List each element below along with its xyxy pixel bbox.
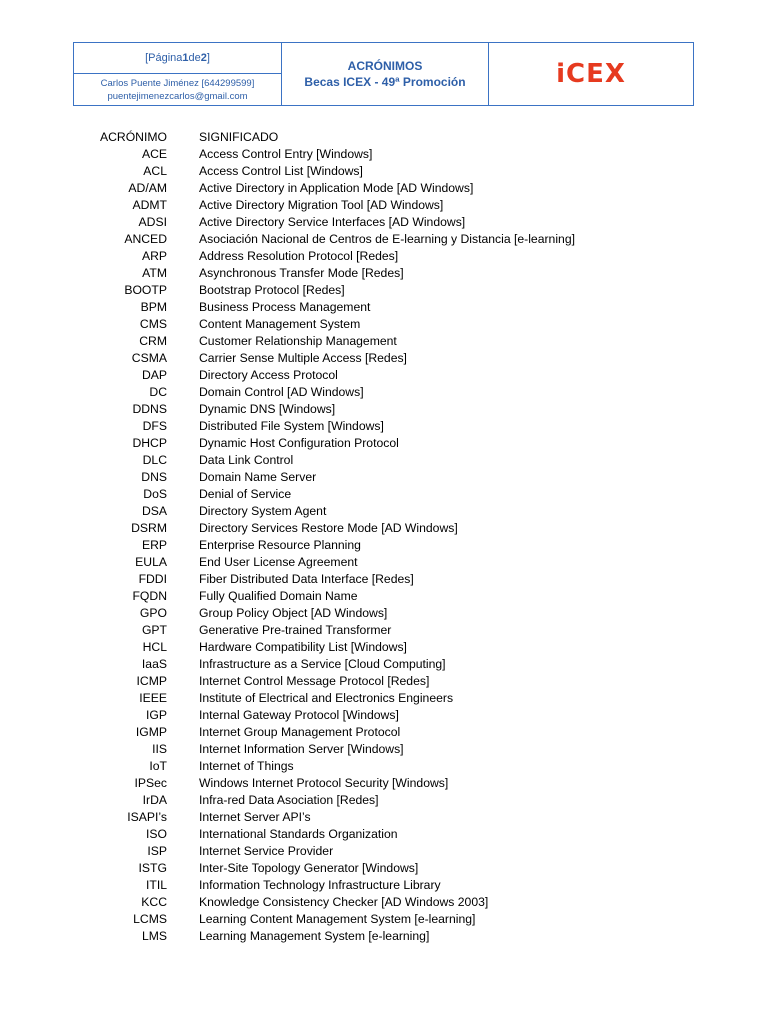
table-row <box>90 639 690 656</box>
column-header-acronym: ACRÓNIMO <box>99 130 167 144</box>
acronym-cell: IEEE <box>139 691 167 705</box>
meaning-cell: Bootstrap Protocol [Redes] <box>199 283 345 297</box>
acronym-cell: KCC <box>141 895 167 909</box>
table-row <box>90 673 690 690</box>
meaning-cell: Hardware Compatibility List [Windows] <box>199 640 407 654</box>
page-of: de <box>188 52 201 64</box>
acronym-cell: ACL <box>143 164 167 178</box>
table-row <box>90 316 690 333</box>
table-row <box>90 707 690 724</box>
meaning-cell: Dynamic Host Configuration Protocol <box>199 436 399 450</box>
meaning-cell: Active Directory Migration Tool [AD Windows] <box>199 198 444 212</box>
table-row <box>90 520 690 537</box>
table-row <box>90 231 690 248</box>
acronym-cell: GPO <box>139 606 167 620</box>
meaning-cell: Internet Server API’s <box>199 810 311 824</box>
table-row <box>90 197 690 214</box>
acronym-cell: CSMA <box>131 351 167 365</box>
table-row <box>90 452 690 469</box>
author-email: puentejimenezcarlos@gmail.com <box>107 90 248 102</box>
acronym-cell: HCL <box>142 640 167 654</box>
meaning-cell: Institute of Electrical and Electronics Engineers <box>199 691 454 705</box>
acronym-cell: CMS <box>139 317 167 331</box>
page-indicator <box>74 43 281 74</box>
table-row <box>90 367 690 384</box>
acronym-cell: ATM <box>142 266 167 280</box>
meaning-cell: Group Policy Object [AD Windows] <box>199 606 388 620</box>
acronym-cell: ISO <box>146 827 167 841</box>
acronym-cell: CRM <box>139 334 167 348</box>
author-name: Carlos Puente Jiménez [644299599] <box>100 77 255 89</box>
acronym-cell: ADSI <box>138 215 167 229</box>
meaning-cell: Asynchronous Transfer Mode [Redes] <box>199 266 404 280</box>
meaning-cell: Internet Control Message Protocol [Redes] <box>199 674 430 688</box>
meaning-cell: Active Directory in Application Mode [AD Windows] <box>199 181 474 195</box>
table-row <box>90 503 690 520</box>
meaning-cell: Data Link Control <box>199 453 294 467</box>
icex-logo: iCEX <box>556 59 626 89</box>
table-row <box>90 571 690 588</box>
table-row <box>90 877 690 894</box>
meaning-cell: Carrier Sense Multiple Access [Redes] <box>199 351 407 365</box>
meaning-cell: Domain Name Server <box>199 470 317 484</box>
header-left-cell <box>74 43 282 105</box>
meaning-cell: International Standards Organization <box>199 827 398 841</box>
table-row <box>90 622 690 639</box>
acronym-cell: LMS <box>141 929 167 943</box>
table-row <box>90 605 690 622</box>
meaning-cell: Denial of Service <box>199 487 292 501</box>
meaning-cell: Directory System Agent <box>199 504 327 518</box>
table-row <box>90 928 690 945</box>
acronym-cell: DDNS <box>132 402 167 416</box>
column-header-meaning: SIGNIFICADO <box>199 130 279 144</box>
meaning-cell: Internet of Things <box>199 759 294 773</box>
meaning-cell: Inter-Site Topology Generator [Windows] <box>199 861 419 875</box>
table-row <box>90 486 690 503</box>
meaning-cell: Content Management System <box>199 317 361 331</box>
meaning-cell: Domain Control [AD Windows] <box>199 385 364 399</box>
document-header <box>73 42 694 106</box>
table-row <box>90 146 690 163</box>
acronym-cell: IGP <box>146 708 167 722</box>
acronym-cell: FQDN <box>132 589 167 603</box>
acronym-cell: LCMS <box>133 912 167 926</box>
meaning-cell: Fiber Distributed Data Interface [Redes] <box>199 572 414 586</box>
table-row <box>90 401 690 418</box>
meaning-cell: Internal Gateway Protocol [Windows] <box>199 708 399 722</box>
meaning-cell: Distributed File System [Windows] <box>199 419 384 433</box>
table-row <box>90 911 690 928</box>
acronym-cell: DC <box>149 385 167 399</box>
page-prefix: [Página <box>145 52 183 64</box>
meaning-cell: Address Resolution Protocol [Redes] <box>199 249 399 263</box>
acronym-cell: EULA <box>135 555 167 569</box>
acronym-cell: DSA <box>141 504 167 518</box>
acronym-cell: DAP <box>141 368 167 382</box>
acronym-table <box>90 129 690 945</box>
acronym-cell: ISP <box>147 844 167 858</box>
table-row <box>90 163 690 180</box>
page-total: 2 <box>200 52 207 64</box>
meaning-cell: Learning Management System [e-learning] <box>199 929 430 943</box>
meaning-cell: Business Process Management <box>199 300 371 314</box>
meaning-cell: Internet Service Provider <box>199 844 334 858</box>
table-row <box>90 792 690 809</box>
table-row <box>90 180 690 197</box>
meaning-cell: Internet Group Management Protocol <box>199 725 401 739</box>
table-row <box>90 350 690 367</box>
meaning-cell: Access Control List [Windows] <box>199 164 363 178</box>
meaning-cell: Windows Internet Protocol Security [Windows] <box>199 776 449 790</box>
meaning-cell: Enterprise Resource Planning <box>199 538 361 552</box>
acronym-cell: IIS <box>152 742 167 756</box>
acronym-cell: ISAPI’s <box>127 810 167 824</box>
acronym-cell: AD/AM <box>128 181 167 195</box>
acronym-cell: ERP <box>141 538 167 552</box>
acronym-cell: DLC <box>142 453 167 467</box>
table-row <box>90 656 690 673</box>
acronym-cell: DHCP <box>132 436 167 450</box>
page-current: 1 <box>182 52 189 64</box>
table-row <box>90 775 690 792</box>
table-row <box>90 265 690 282</box>
table-row <box>90 724 690 741</box>
acronym-cell: ISTG <box>138 861 167 875</box>
meaning-cell: Customer Relationship Management <box>199 334 397 348</box>
author-info <box>74 74 281 105</box>
table-header-row <box>90 129 690 146</box>
acronym-cell: DNS <box>141 470 167 484</box>
meaning-cell: Access Control Entry [Windows] <box>199 147 373 161</box>
meaning-cell: Internet Information Server [Windows] <box>199 742 404 756</box>
meaning-cell: Directory Access Protocol <box>199 368 338 382</box>
header-logo-cell <box>489 43 693 105</box>
table-row <box>90 860 690 877</box>
acronym-cell: ADMT <box>132 198 167 212</box>
table-row <box>90 418 690 435</box>
acronym-cell: IoT <box>149 759 167 773</box>
acronym-cell: IGMP <box>135 725 167 739</box>
meaning-cell: Learning Content Management System [e-learning] <box>199 912 476 926</box>
meaning-cell: Infra-red Data Asociation [Redes] <box>199 793 379 807</box>
table-row <box>90 588 690 605</box>
table-row <box>90 843 690 860</box>
table-row <box>90 894 690 911</box>
table-row <box>90 741 690 758</box>
table-row <box>90 690 690 707</box>
document-title: ACRÓNIMOS <box>347 59 423 73</box>
acronym-cell: DFS <box>142 419 167 433</box>
meaning-cell: Infrastructure as a Service [Cloud Computing] <box>199 657 446 671</box>
acronym-cell: BPM <box>140 300 167 314</box>
table-row <box>90 435 690 452</box>
meaning-cell: Information Technology Infrastructure Library <box>199 878 441 892</box>
table-row <box>90 469 690 486</box>
acronym-cell: ICMP <box>136 674 167 688</box>
acronym-cell: IPSec <box>134 776 167 790</box>
acronym-cell: FDDI <box>138 572 167 586</box>
table-row <box>90 554 690 571</box>
meaning-cell: Knowledge Consistency Checker [AD Windows 2003] <box>199 895 489 909</box>
table-row <box>90 384 690 401</box>
acronym-cell: ITIL <box>146 878 167 892</box>
table-row <box>90 826 690 843</box>
document-subtitle: Becas ICEX - 49ª Promoción <box>304 75 466 89</box>
meaning-cell: End User License Agreement <box>199 555 358 569</box>
table-row <box>90 758 690 775</box>
acronym-cell: ARP <box>141 249 167 263</box>
acronym-cell: ACE <box>141 147 167 161</box>
acronym-cell: BOOTP <box>124 283 167 297</box>
table-row <box>90 809 690 826</box>
acronym-cell: DoS <box>143 487 167 501</box>
table-row <box>90 333 690 350</box>
table-row <box>90 282 690 299</box>
meaning-cell: Asociación Nacional de Centros de E-learning y Distancia [e-learning] <box>199 232 575 246</box>
acronym-cell: IrDA <box>142 793 167 807</box>
meaning-cell: Active Directory Service Interfaces [AD Windows] <box>199 215 466 229</box>
meaning-cell: Directory Services Restore Mode [AD Windows] <box>199 521 458 535</box>
meaning-cell: Dynamic DNS [Windows] <box>199 402 336 416</box>
acronym-cell: ANCED <box>124 232 167 246</box>
table-row <box>90 537 690 554</box>
table-row <box>90 214 690 231</box>
acronym-cell: GPT <box>141 623 167 637</box>
page-suffix: ] <box>206 52 210 64</box>
meaning-cell: Fully Qualified Domain Name <box>199 589 358 603</box>
table-row <box>90 248 690 265</box>
acronym-cell: DSRM <box>131 521 167 535</box>
meaning-cell: Generative Pre-trained Transformer <box>199 623 392 637</box>
acronym-cell: IaaS <box>141 657 167 671</box>
header-title-cell <box>282 43 489 105</box>
table-row <box>90 299 690 316</box>
